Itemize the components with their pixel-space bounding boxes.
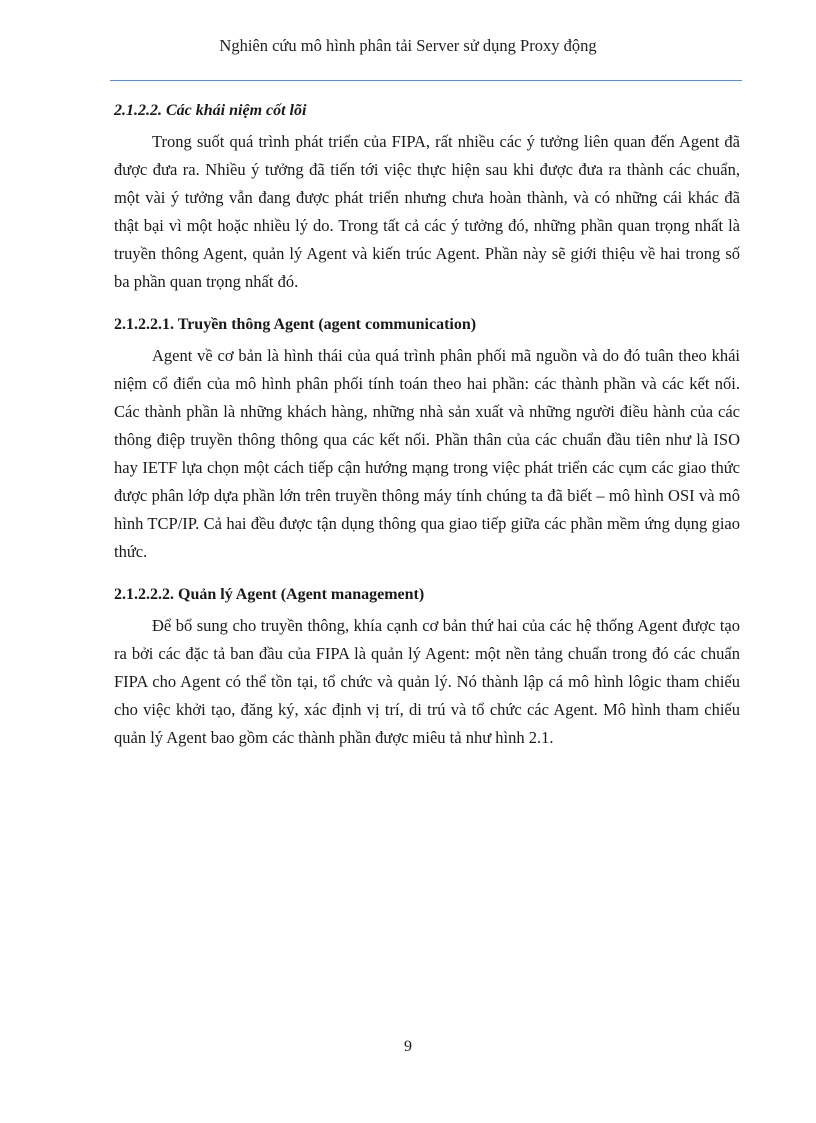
section-heading-core-concepts: 2.1.2.2. Các khái niệm cốt lõi [114,102,307,119]
paragraph-core-concepts: Trong suốt quá trình phát triển của FIPA, rất nhiều các ý tưởng liên quan đến Agent đã được đưa ra. Nhiều ý tưởng đã tiến tới việc thực hiện sau khi được đưa ra thành các chuẩn, một vài ý tưởng vẫn đang được phát triển nhưng chưa hoàn thành, và có những cái khác đã thật bại vì một hoặc nhiều lý do. Trong tất cả các ý tưởng đó, những phần quan trọng nhất là truyền thông Agent, quản lý Agent và kiến trúc Agent. Phần này sẽ giới thiệu về hai trong số ba phần quan trọng nhất đó. [114,132,740,291]
section-heading-agent-management: 2.1.2.2.2. Quản lý Agent (Agent management) [114,586,425,603]
page-number: 9 [404,1038,412,1055]
paragraph-agent-communication: Agent về cơ bản là hình thái của quá trình phân phối mã nguồn và do đó tuân theo khái niệm cổ điển của mô hình phân phối tính toán theo hai phần: các thành phần và các kết nối. Các thành phần là những khách hàng, những nhà sản xuất và những người điều hành của các thông điệp truyền thông thông qua các kết nối. Phần thân của các chuẩn đầu tiên như là ISO hay IETF lựa chọn một cách tiếp cận hướng mạng trong việc phát triển các cụm các giao thức được phân lớp dựa phần lớn trên truyền thông máy tính chúng ta đã biết – mô hình OSI và mô hình TCP/IP. Cả hai đều được tận dụng thông qua giao tiếp giữa các phần mềm ứng dụng giao thức. [114,346,740,561]
page-body [114,100,740,752]
running-header: Nghiên cứu mô hình phân tải Server sử dụng Proxy động [219,36,597,55]
header-rule [110,80,742,81]
paragraph-agent-management: Để bổ sung cho truyền thông, khía cạnh cơ bản thứ hai của các hệ thống Agent được tạo ra bởi các đặc tả ban đầu của FIPA là quản lý Agent: một nền tảng chuẩn trong đó các chuẩn FIPA cho Agent có thể tồn tại, tổ chức và quản lý. Nó thành lập cá mô hình lôgic tham chiếu cho việc khởi tạo, đăng ký, xác định vị trí, di trú và tổ chức các Agent. Mô hình tham chiếu quản lý Agent bao gồm các thành phần được miêu tả như hình 2.1. [114,616,740,747]
section-heading-agent-communication: 2.1.2.2.1. Truyền thông Agent (agent communication) [114,316,477,333]
